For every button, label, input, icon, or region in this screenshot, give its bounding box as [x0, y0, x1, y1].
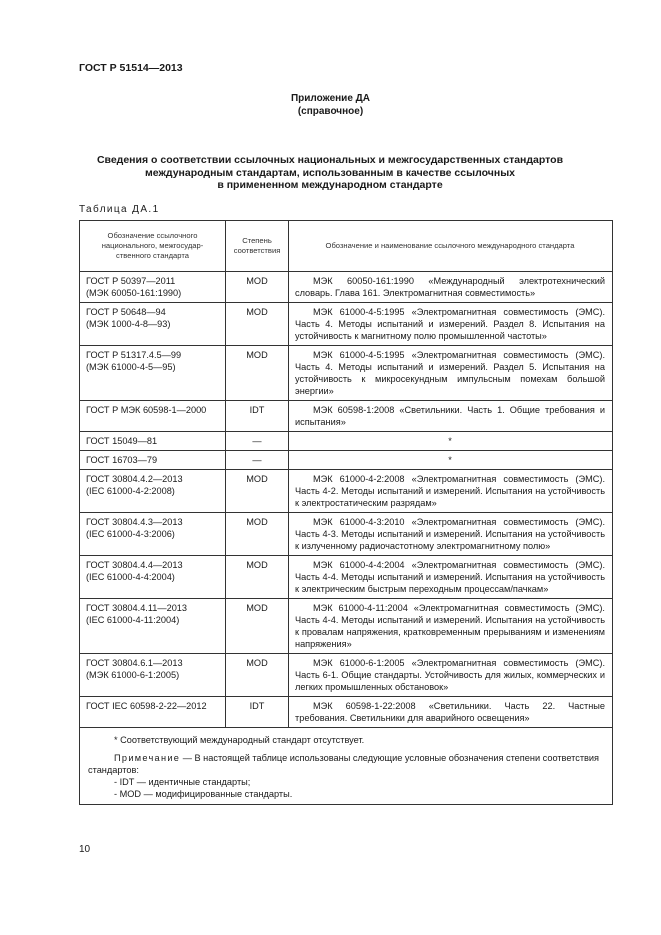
document-title	[80, 154, 580, 192]
table-row	[80, 271, 612, 302]
note-item: - MOD — модифицированные стандарты.	[114, 789, 293, 799]
national-standard-cell: ГОСТ Р 50397—2011 (МЭК 60050-161:1990)	[80, 272, 226, 302]
degree-cell: MOD	[226, 303, 289, 345]
national-standard-cell: ГОСТ Р МЭК 60598-1—2000	[80, 401, 226, 431]
international-standard-cell: МЭК 60598-1-22:2008 «Светильники. Часть 22. Частные требования. Светильники для аварийного освещения»	[295, 701, 605, 723]
national-standard-cell: ГОСТ 30804.4.11—2013 (IEC 61000-4-11:2004)	[80, 599, 226, 653]
table-row	[80, 469, 612, 512]
appendix-title: Приложение ДА	[290, 93, 371, 104]
international-standard-cell: МЭК 61000-4-5:1995 «Электромагнитная совместимость (ЭМС). Часть 4. Методы испытаний и измерений. Раздел 8. Испытания на устойчивость к магнитному полю промышленной частоты»	[295, 307, 605, 341]
table-row	[80, 696, 612, 727]
international-standard-cell: МЭК 60598-1:2008 «Светильники. Часть 1. Общие требования и испытания»	[295, 405, 605, 427]
page-number: 10	[79, 844, 91, 855]
table-caption: Таблица ДА.1	[79, 204, 160, 215]
degree-cell: MOD	[226, 599, 289, 653]
title-line: международным стандартам, использованным в качестве ссылочных	[144, 166, 515, 179]
table-row	[80, 598, 612, 653]
international-standard-cell: МЭК 61000-4-5:1995 «Электромагнитная совместимость (ЭМС). Часть 4. Методы испытаний и измерений. Раздел 5. Испытания на устойчивость к микросекундным импульсным помехам большой энергии»	[295, 350, 605, 396]
footnote: * Соответствующий международный стандарт отсутствует.	[114, 735, 365, 745]
degree-cell: MOD	[226, 513, 289, 555]
international-standard-cell: МЭК 61000-4-4:2004 «Электромагнитная совместимость (ЭМС). Часть 4-4. Методы испытаний и измерений. Испытания на устойчивость к электрическим быстрым переходным процессам/пачкам»	[295, 560, 605, 594]
international-standard-cell: *	[448, 455, 452, 465]
international-standard-cell: МЭК 61000-4-11:2004 «Электромагнитная совместимость (ЭМС). Часть 4-4. Методы испытаний и измерений. Испытания на устойчивость к провалам напряжения, кратковременным прерываниям и изменениям напряжения»	[295, 603, 605, 649]
national-standard-cell: ГОСТ 16703—79	[80, 451, 226, 469]
table-footer	[80, 727, 612, 804]
international-standard-cell: МЭК 61000-4-2:2008 «Электромагнитная совместимость (ЭМС). Часть 4-2. Методы испытаний и измерений. Испытания на устойчивость к электростатическим разрядам»	[295, 474, 605, 508]
table-row	[80, 653, 612, 696]
national-standard-cell: ГОСТ 30804.4.2—2013 (IEC 61000-4-2:2008)	[80, 470, 226, 512]
note-label: Примечание	[114, 753, 181, 763]
table-row	[80, 512, 612, 555]
note-item: - IDT — идентичные стандарты;	[114, 777, 251, 787]
table-header-row	[80, 221, 612, 271]
header-national-standard: Обозначение ссылочного национального, межгосудар- ственного стандарта	[80, 221, 226, 271]
note	[88, 752, 604, 776]
international-standard-cell: МЭК 61000-4-3:2010 «Электромагнитная совместимость (ЭМС). Часть 4-3. Методы испытаний и измерений. Испытания на устойчивость к излученному радиочастотному электромагнитному полю»	[295, 517, 605, 551]
title-line: Сведения о соответствии ссылочных национальных и межгосударственных стандартов	[96, 154, 564, 166]
title-line: в примененном международном стандарте	[217, 179, 443, 191]
table-row	[80, 450, 612, 469]
national-standard-cell: ГОСТ 30804.4.3—2013 (IEC 61000-4-3:2006)	[80, 513, 226, 555]
national-standard-cell: ГОСТ Р 50648—94 (МЭК 1000-4-8—93)	[80, 303, 226, 345]
header-international-standard: Обозначение и наименование ссылочного международного стандарта	[325, 241, 575, 250]
table-row	[80, 431, 612, 450]
appendix-kind: (справочное)	[297, 106, 364, 117]
degree-cell: IDT	[226, 401, 289, 431]
degree-cell: MOD	[226, 346, 289, 400]
international-standard-cell: МЭК 61000-6-1:2005 «Электромагнитная совместимость (ЭМС). Часть 6-1. Общие стандарты. Устойчивость для жилых, коммерческих и легких промышленных обстановок»	[295, 658, 605, 692]
table-row	[80, 345, 612, 400]
national-standard-cell: ГОСТ Р 51317.4.5—99 (МЭК 61000-4-5—95)	[80, 346, 226, 400]
degree-cell: MOD	[226, 654, 289, 696]
degree-cell: —	[226, 451, 289, 469]
note-text: — В настоящей таблице использованы следующие условные обозначения степени соответствия стандартов:	[88, 753, 600, 775]
degree-cell: MOD	[226, 470, 289, 512]
table-row	[80, 302, 612, 345]
degree-cell: MOD	[226, 556, 289, 598]
table-row	[80, 400, 612, 431]
degree-cell: —	[226, 432, 289, 450]
table-row	[80, 555, 612, 598]
document-code: ГОСТ Р 51514—2013	[79, 62, 183, 74]
international-standard-cell: МЭК 60050-161:1990 «Международный электротехнический словарь. Глава 161. Электромагнитная совместимость»	[295, 276, 605, 298]
national-standard-cell: ГОСТ IEC 60598-2-22—2012	[80, 697, 226, 727]
national-standard-cell: ГОСТ 15049—81	[80, 432, 226, 450]
degree-cell: MOD	[226, 272, 289, 302]
national-standard-cell: ГОСТ 30804.6.1—2013 (МЭК 61000-6-1:2005)	[80, 654, 226, 696]
national-standard-cell: ГОСТ 30804.4.4—2013 (IEC 61000-4-4:2004)	[80, 556, 226, 598]
correspondence-table	[79, 220, 613, 805]
degree-cell: IDT	[226, 697, 289, 727]
international-standard-cell: *	[448, 436, 452, 446]
header-degree: Степень соответствия	[226, 221, 289, 271]
